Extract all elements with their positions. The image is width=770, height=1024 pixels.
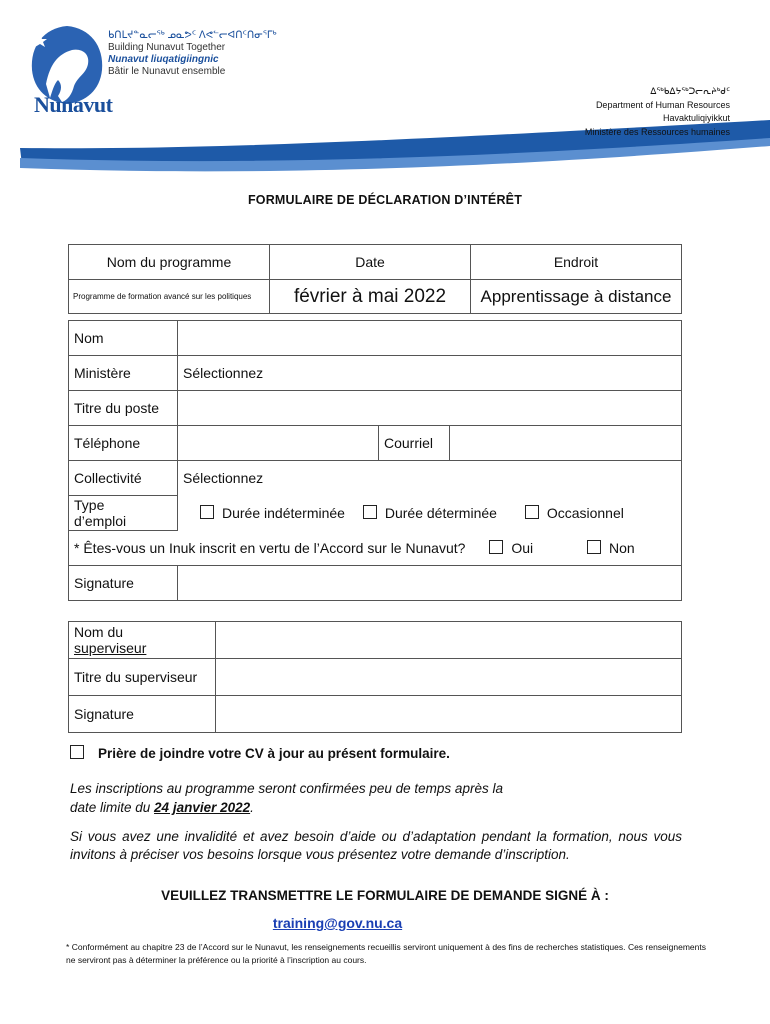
- option-occasionnel[interactable]: [525, 505, 624, 521]
- date-value: février à mai 2022: [270, 280, 471, 314]
- supervisor-signature-field[interactable]: [216, 696, 682, 733]
- tagline-inuinnaqtun: Nunavut liuqatigiingnic: [108, 54, 219, 65]
- cv-note-text: Prière de joindre votre CV à jour au présent formulaire.: [98, 746, 450, 761]
- page-title: FORMULAIRE DE DÉCLARATION D’INTÉRÊT: [247, 193, 523, 207]
- confirmation-line1: Les inscriptions au programme seront confirmées peu de temps après la: [70, 781, 503, 796]
- option-occasionnel-label: Occasionnel: [546, 505, 624, 521]
- checkbox-icon[interactable]: [587, 540, 601, 554]
- label-signature: Signature: [69, 566, 178, 601]
- checkbox-icon[interactable]: [525, 505, 539, 519]
- nom-field[interactable]: [178, 321, 682, 356]
- cv-attach-note[interactable]: [70, 745, 450, 761]
- email-link[interactable]: training@gov.nu.ca: [272, 915, 403, 931]
- signature-field[interactable]: [178, 566, 682, 601]
- supervisor-title-field[interactable]: [216, 659, 682, 696]
- label-supervisor-title: Titre du superviseur: [69, 659, 216, 696]
- supervisor-name-line2: superviseur: [74, 640, 147, 656]
- dept-french: Ministère des Ressources humaines: [584, 126, 730, 137]
- label-nom: Nom: [69, 321, 178, 356]
- option-non-label: Non: [609, 540, 635, 556]
- collectivite-select[interactable]: Sélectionnez: [178, 461, 682, 496]
- checkbox-icon[interactable]: [363, 505, 377, 519]
- label-type-emploi: [69, 496, 178, 531]
- option-oui-label: Oui: [511, 540, 534, 556]
- dept-syllabics: ᐃᖅᑲᐃᔭᖅᑐᓕᕆᔨᒃᑯᑦ: [650, 86, 730, 96]
- disability-paragraph: Si vous avez une invalidité et avez besoin d’aide ou d’adaptation pendant la formation, nous vous invitons à préciser vos besoins lorsque vous présentez votre demande d’inscription.: [70, 829, 682, 862]
- header-program-name: Nom du programme: [69, 245, 270, 280]
- telephone-field[interactable]: [178, 426, 379, 461]
- supervisor-form: [68, 621, 682, 733]
- label-titre-poste: Titre du poste: [69, 391, 178, 426]
- logo-wordmark: Nunavut: [34, 92, 113, 117]
- header-location: Endroit: [471, 245, 682, 280]
- type-emploi-line2: d’emploi: [74, 513, 127, 529]
- option-non[interactable]: [587, 540, 635, 556]
- program-name-value: Programme de formation avancé sur les politiques: [69, 280, 270, 314]
- option-oui[interactable]: [489, 540, 533, 556]
- supervisor-name-field[interactable]: [216, 622, 682, 659]
- label-collectivite: Collectivité: [69, 461, 178, 496]
- titre-poste-field[interactable]: [178, 391, 682, 426]
- courriel-field[interactable]: [450, 426, 682, 461]
- label-supervisor-name: [69, 622, 216, 659]
- footnote: * Conformément au chapitre 23 de l’Accord sur le Nunavut, les renseignements recueillis serviront uniquement à des fins de recherches statistiques. Ces renseignements ne serviront pas à déterminer la préférence ou la priorité à l’inscription au cours.: [66, 942, 706, 965]
- program-table: [68, 244, 682, 314]
- department-block: [585, 85, 730, 139]
- option-determinee[interactable]: [363, 505, 497, 521]
- tagline-french: Bâtir le Nunavut ensemble: [108, 66, 226, 77]
- tagline-english: Building Nunavut Together: [108, 42, 226, 53]
- confirmation-line2: [70, 798, 690, 817]
- type-emploi-options: [178, 496, 682, 531]
- confirmation-paragraph: [70, 779, 690, 817]
- confirmation-end: .: [250, 800, 254, 815]
- page-header: [0, 0, 770, 175]
- inuk-question-row: [69, 531, 682, 566]
- confirmation-prefix: date limite du: [70, 800, 155, 815]
- header-date: Date: [270, 245, 471, 280]
- checkbox-icon[interactable]: [489, 540, 503, 554]
- location-value: Apprentissage à distance: [471, 280, 682, 314]
- deadline-date: 24 janvier 2022: [154, 800, 251, 815]
- option-indeterminee-label: Durée indéterminée: [222, 505, 345, 521]
- dept-english: Department of Human Resources: [595, 99, 730, 110]
- checkbox-icon[interactable]: [70, 745, 84, 759]
- type-emploi-line1: Type: [74, 497, 105, 513]
- tagline: [108, 30, 277, 78]
- checkbox-icon[interactable]: [200, 505, 214, 519]
- option-indeterminee[interactable]: [200, 505, 345, 521]
- label-courriel: Courriel: [379, 426, 450, 461]
- label-telephone: Téléphone: [69, 426, 178, 461]
- tagline-syllabics: ᑲᑎᒪᔪᓐᓇᓕᖅ ᓄᓇᕗᑦ ᐱᕙᓪᓕᐊᑎᑦᑎᓂᕐᒥᒃ: [108, 30, 277, 41]
- label-ministere: Ministère: [69, 356, 178, 391]
- supervisor-name-line1: Nom du: [74, 624, 124, 640]
- ministere-select[interactable]: Sélectionnez: [178, 356, 682, 391]
- dept-inuinnaqtun: Havaktuliqiyikkut: [662, 113, 730, 123]
- label-supervisor-signature: Signature: [69, 696, 216, 733]
- option-determinee-label: Durée déterminée: [384, 505, 497, 521]
- applicant-form: [68, 320, 682, 601]
- send-instructions: VEUILLEZ TRANSMETTRE LE FORMULAIRE DE DEMANDE SIGNÉ À :: [161, 888, 609, 903]
- inuk-question: * Êtes-vous un Inuk inscrit en vertu de l’Accord sur le Nunavut?: [74, 540, 466, 556]
